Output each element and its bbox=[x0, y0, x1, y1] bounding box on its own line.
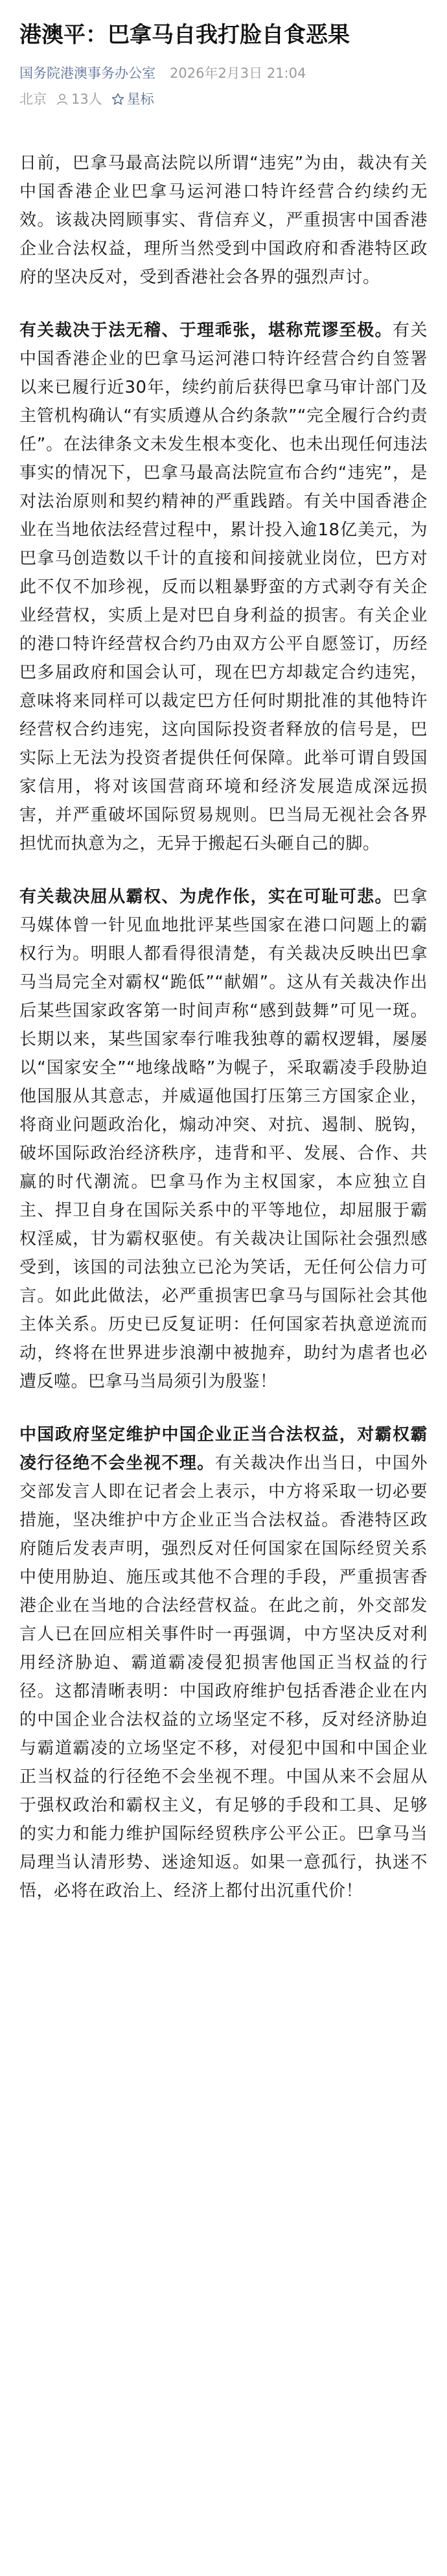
followers-count: 13人 bbox=[71, 91, 102, 107]
followers-stat bbox=[56, 89, 102, 109]
paragraph-text: 巴拿马媒体曾一针见血地批评某些国家在港口问题上的霸权行为。明眼人都看得很清楚，有关裁决反映出巴拿马当局完全对霸权“跪低”“献媚”。这从有关裁决作出后某些国家政客第一时间声称“感到鼓舞”可见一斑。长期以来，某些国家奉行唯我独尊的霸权逻辑，屡屡以“国家安全”“地缘战略”为幌子，采取霸凌手段胁迫他国服从其意志，并威逼他国打压第三方国家企业，将商业问题政治化，煽动冲突、对抗、遏制、脱钩，破坏国际政治经济秩序，违背和平、发展、合作、共赢的时代潮流。巴拿马作为主权国家，本应独立自主、捍卫自身在国际关系中的平等地位，却屈服于霸权淫威，甘为霸权驱使。有关裁决让国际社会强烈感受到，该国的司法独立已沦为笑话，无任何公信力可言。如此此做法，必严重损害巴拿马与国际社会其他主体关系。历史已反复证明：任何国家若执意逆流而动，终将在世界进步浪潮中被抛弃，助纣为虐者也必遭反噬。巴拿马当局须引为殷鉴！ bbox=[19, 887, 428, 1391]
paragraph-text: 有关中国香港企业的巴拿马运河港口特许经营合约自签署以来已履行近30年，续约前后获得巴拿马审计部门及主管机构确认“有实质遵从合约条款”“完全履行合约责任”。在法律条文未发生根本变化、也未出现任何违法事实的情况下，巴拿马最高法院宣布合约“违宪”，是对法治原则和契约精神的严重践踏。有关中国香港企业在当地依法经营过程中，累计投入逾18亿美元，为巴拿马创造数以千计的直接和间接就业岗位，巴方对此不仅不加珍视，反而以粗暴野蛮的方式剥夺有关企业经营权，实质上是对巴自身利益的损害。有关企业的港口特许经营权合约乃由双方公平自愿签订，历经巴多届政府和国会认可，现在巴方却裁定合约违宪，意味将来同样可以裁定巴方任何时期批准的其他特许经营权合约违宪，这向国际投资者释放的信号是，巴实际上无法为投资者提供任何保障。此举可谓自毁国家信用，将对该国营商环境和经济发展造成深远损害，并严重破坏国际贸易规则。巴当局无视社会各界担忧而执意为之，无异于搬起石头砸自己的脚。 bbox=[19, 321, 428, 853]
location-label: 北京 bbox=[19, 91, 47, 107]
paragraph-4 bbox=[19, 1421, 428, 1905]
paragraph-text: 日前，巴拿马最高法院以所谓“违宪”为由，裁决有关中国香港企业巴拿马运河港口特许经营合约续约无效。该裁决罔顾事实、背信弃义，严重损害中国香港企业合法权益，理所当然受到中国政府和香港特区政府的坚决反对，受到香港社会各界的强烈声讨。 bbox=[19, 154, 428, 287]
article-stats bbox=[19, 89, 428, 109]
paragraph-lead: 中国政府坚定维护中国企业正当合法权益，对霸权霸凌行径绝不会坐视不理。 bbox=[19, 1425, 428, 1473]
article-title: 港澳平：巴拿马自我打脸自食恶果 bbox=[19, 22, 350, 48]
article-body bbox=[19, 149, 428, 1905]
star-label: 星标 bbox=[126, 91, 154, 107]
paragraph-lead: 有关裁决于法无稽、于理乖张，堪称荒谬至极。 bbox=[19, 321, 393, 340]
paragraph-lead: 有关裁决屈从霸权、为虎作伥，实在可耻可悲。 bbox=[19, 887, 393, 907]
star-button[interactable] bbox=[111, 89, 154, 109]
paragraph-1 bbox=[19, 149, 428, 292]
article-meta bbox=[19, 64, 428, 83]
star-icon bbox=[111, 93, 124, 106]
paragraph-text: 有关裁决作出当日，中国外交部发言人即在记者会上表示，中方将采取一切必要措施，坚决维护中方企业正当合法权益。香港特区政府随后发表声明，强烈反对任何国家在国际经贸关系中使用胁迫、施压或其他不合理的手段，严重损害香港企业在当地的合法经营权益。在此之前，外交部发言人已在回应相关事件时一再强调，中方坚决反对利用经济胁迫、霸道霸凌侵犯损害他国正当权益的行径。这都清晰表明：中国政府维护包括香港企业在内的中国企业合法权益的立场坚定不移，反对经济胁迫与霸道霸凌的立场坚定不移，对侵犯中国和中国企业正当权益的行径绝不会坐视不理。中国从来不会屈从于强权政治和霸权主义，有足够的手段和工具、足够的实力和能力维护国际经贸秩序公平公正。巴拿马当局理当认清形势、迷途知返。如果一意孤行，执迷不悟，必将在政治上、经济上都付出沉重代价！ bbox=[19, 1454, 428, 1901]
account-name-link[interactable]: 国务院港澳事务办公室 bbox=[19, 65, 155, 81]
paragraph-3 bbox=[19, 883, 428, 1396]
person-icon bbox=[56, 93, 69, 106]
publish-date: 2026年2月3日 21:04 bbox=[170, 65, 306, 81]
paragraph-2 bbox=[19, 316, 428, 858]
